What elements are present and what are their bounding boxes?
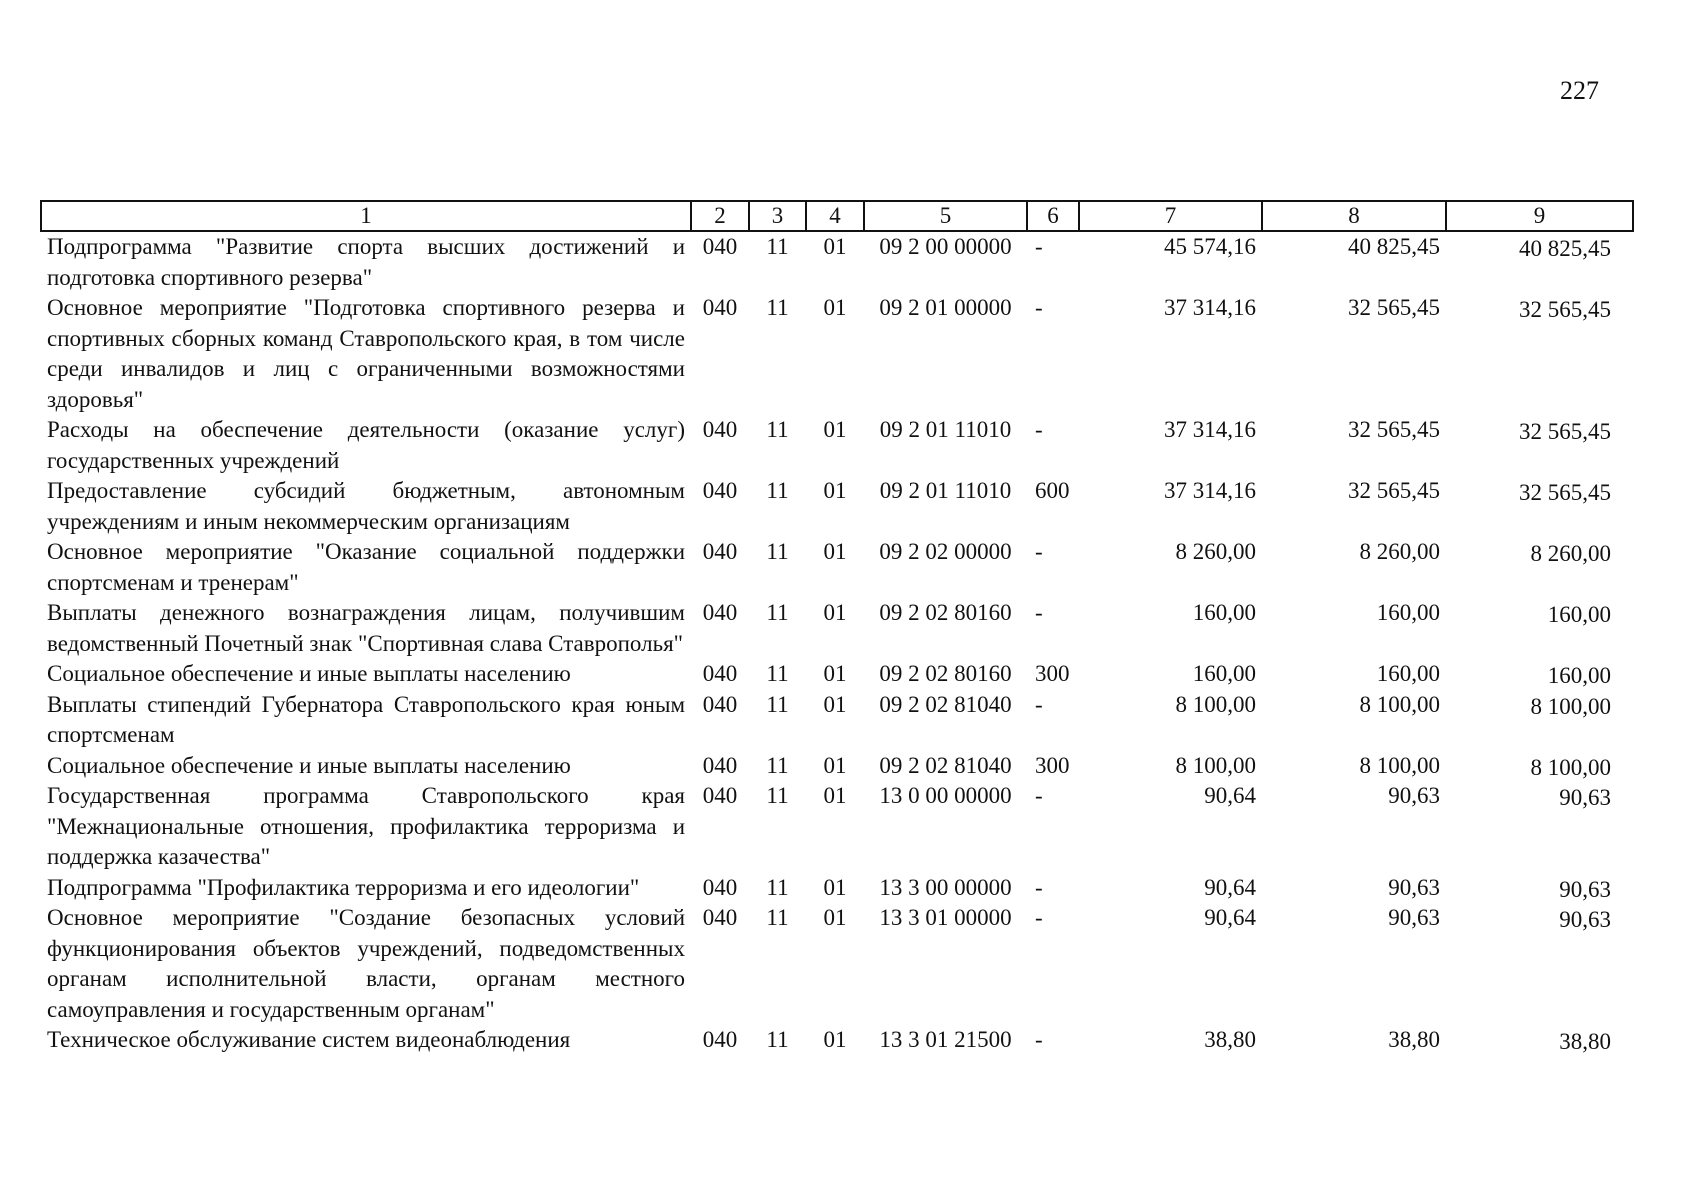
row-col7 — [1079, 1025, 1262, 1056]
table-row — [41, 903, 1633, 1025]
cell-value: 8 100,00 — [1175, 752, 1256, 778]
row-col9 — [1446, 415, 1633, 476]
cell-value: 90,64 — [1204, 783, 1256, 808]
row-col3: 11 — [766, 417, 789, 442]
cell-value: 32 565,45 — [1519, 419, 1611, 444]
table-row — [41, 415, 1633, 476]
row-col6: - — [1035, 783, 1043, 808]
cell-value: 38,80 — [1559, 1029, 1611, 1054]
column-header: 4 — [806, 201, 864, 231]
table-row — [41, 476, 1633, 537]
row-col4: 01 — [823, 783, 847, 808]
cell-value: 32 565,45 — [1348, 478, 1440, 503]
row-col5: 09 2 02 80160 — [879, 600, 1012, 625]
row-col6: 300 — [1035, 752, 1070, 778]
cell-value: 90,63 — [1388, 905, 1440, 930]
row-col5: 09 2 02 81040 — [879, 691, 1012, 717]
table-row — [41, 659, 1633, 690]
table-row — [41, 598, 1633, 659]
row-col3: 11 — [766, 539, 789, 564]
row-col8 — [1262, 598, 1446, 659]
cell-value: 38,80 — [1388, 1027, 1440, 1052]
cell-value: 8 260,00 — [1175, 539, 1256, 564]
row-col2: 040 — [702, 295, 738, 320]
row-col2: 040 — [702, 874, 738, 900]
row-col4: 01 — [823, 478, 847, 503]
cell-value: 8 100,00 — [1175, 691, 1256, 717]
cell-value: 90,63 — [1388, 874, 1440, 900]
row-col6: - — [1035, 691, 1043, 717]
row-name: Подпрограмма "Развитие спорта высших достижений и подготовка спортивного резерва" — [47, 234, 685, 290]
row-col7 — [1079, 873, 1262, 904]
row-col9 — [1446, 781, 1633, 873]
row-col8 — [1262, 781, 1446, 873]
cell-value: 90,63 — [1388, 783, 1440, 808]
row-col4: 01 — [823, 295, 847, 320]
row-col3: 11 — [766, 691, 789, 717]
row-col6: - — [1035, 600, 1043, 625]
row-col7 — [1079, 751, 1262, 782]
row-col2: 040 — [702, 234, 738, 259]
cell-value: 160,00 — [1376, 600, 1440, 625]
cell-value: 32 565,45 — [1519, 480, 1611, 505]
column-header: 3 — [749, 201, 806, 231]
row-col9 — [1446, 476, 1633, 537]
row-col3: 11 — [766, 600, 789, 625]
page-number: 227 — [1560, 76, 1599, 105]
row-col2: 040 — [702, 752, 738, 778]
row-name: Предоставление субсидий бюджетным, автономным учреждениям и иным некоммерческим организациям — [47, 478, 685, 534]
cell-value: 160,00 — [1547, 602, 1611, 627]
row-col6: - — [1035, 295, 1043, 320]
row-name: Основное мероприятие "Создание безопасных условий функционирования объектов учреждений, подведомственных органам исполнительной власти, органам местного самоуправления и государственным органам" — [47, 905, 685, 1022]
row-col5: 09 2 01 11010 — [879, 417, 1012, 442]
row-col4: 01 — [823, 600, 847, 625]
row-name: Социальное обеспечение и иные выплаты населению — [47, 752, 571, 778]
column-header: 7 — [1079, 201, 1262, 231]
row-col8 — [1262, 415, 1446, 476]
row-col6: 600 — [1035, 478, 1070, 503]
row-col8 — [1262, 903, 1446, 1025]
row-col4: 01 — [823, 234, 847, 259]
cell-value: 8 100,00 — [1359, 752, 1440, 778]
cell-value: 37 314,16 — [1164, 417, 1256, 442]
row-col8 — [1262, 231, 1446, 293]
column-header: 1 — [41, 201, 691, 231]
row-name: Государственная программа Ставропольского края "Межнациональные отношения, профилактика терроризма и поддержка казачества" — [47, 783, 685, 869]
cell-value: 8 100,00 — [1359, 691, 1440, 717]
column-header: 5 — [864, 201, 1027, 231]
row-col9 — [1446, 537, 1633, 598]
row-col7 — [1079, 537, 1262, 598]
row-name: Основное мероприятие "Оказание социальной поддержки спортсменам и тренерам" — [47, 539, 685, 595]
row-col6: - — [1035, 234, 1043, 259]
cell-value: 37 314,16 — [1164, 478, 1256, 503]
table-body — [41, 231, 1633, 1056]
row-name: Расходы на обеспечение деятельности (оказание услуг) государственных учреждений — [47, 417, 685, 473]
row-col2: 040 — [702, 905, 738, 930]
cell-value: 38,80 — [1204, 1027, 1256, 1052]
row-col3: 11 — [766, 295, 789, 320]
row-col5: 09 2 02 81040 — [879, 752, 1012, 778]
row-col7 — [1079, 690, 1262, 751]
cell-value: 40 825,45 — [1348, 234, 1440, 259]
row-col9 — [1446, 690, 1633, 751]
row-col2: 040 — [702, 539, 738, 564]
cell-value: 8 260,00 — [1530, 541, 1611, 566]
cell-value: 160,00 — [1192, 600, 1256, 625]
cell-value: 32 565,45 — [1348, 417, 1440, 442]
row-col4: 01 — [823, 661, 847, 686]
cell-value: 40 825,45 — [1519, 236, 1611, 261]
cell-value: 90,64 — [1204, 874, 1256, 900]
row-col3: 11 — [766, 1027, 789, 1052]
table-row — [41, 781, 1633, 873]
cell-value: 8 260,00 — [1359, 539, 1440, 564]
row-col5: 09 2 02 00000 — [879, 539, 1012, 564]
row-col3: 11 — [766, 478, 789, 503]
cell-value: 32 565,45 — [1519, 297, 1611, 322]
cell-value: 160,00 — [1547, 663, 1611, 688]
row-col4: 01 — [823, 905, 847, 930]
row-col9 — [1446, 659, 1633, 690]
row-col7 — [1079, 903, 1262, 1025]
cell-value: 32 565,45 — [1348, 295, 1440, 320]
table-row — [41, 537, 1633, 598]
row-col6: 300 — [1035, 661, 1070, 686]
row-col2: 040 — [702, 600, 738, 625]
row-col2: 040 — [702, 783, 738, 808]
row-col5: 13 3 01 00000 — [879, 905, 1012, 930]
table-row — [41, 293, 1633, 415]
cell-value: 90,63 — [1559, 785, 1611, 810]
row-col5: 13 3 01 21500 — [879, 1027, 1012, 1052]
row-col9 — [1446, 231, 1633, 293]
cell-value: 160,00 — [1376, 661, 1440, 686]
row-name: Выплаты стипендий Губернатора Ставропольского края юным спортсменам — [47, 691, 685, 747]
row-col7 — [1079, 598, 1262, 659]
row-col6: - — [1035, 874, 1043, 900]
row-col3: 11 — [766, 874, 789, 900]
column-header: 8 — [1262, 201, 1446, 231]
cell-value: 45 574,16 — [1164, 234, 1256, 259]
row-col5: 09 2 01 00000 — [879, 295, 1012, 320]
row-col7 — [1079, 781, 1262, 873]
table-row — [41, 873, 1633, 904]
row-col8 — [1262, 537, 1446, 598]
row-col8 — [1262, 293, 1446, 415]
row-col5: 09 2 02 80160 — [879, 661, 1012, 686]
row-col8 — [1262, 1025, 1446, 1056]
row-col6: - — [1035, 417, 1043, 442]
row-col2: 040 — [702, 691, 738, 717]
row-col5: 13 3 00 00000 — [879, 874, 1012, 900]
row-col6: - — [1035, 1027, 1043, 1052]
row-col7 — [1079, 476, 1262, 537]
cell-value: 37 314,16 — [1164, 295, 1256, 320]
row-col6: - — [1035, 539, 1043, 564]
row-col7 — [1079, 231, 1262, 293]
row-col4: 01 — [823, 691, 847, 717]
row-col4: 01 — [823, 417, 847, 442]
row-col2: 040 — [702, 478, 738, 503]
row-col4: 01 — [823, 1027, 847, 1052]
row-col8 — [1262, 690, 1446, 751]
header-row — [41, 201, 1633, 231]
row-name: Выплаты денежного вознаграждения лицам, получившим ведомственный Почетный знак "Спортивная слава Ставрополья" — [47, 600, 685, 656]
row-col9 — [1446, 598, 1633, 659]
cell-value: 8 100,00 — [1530, 754, 1611, 780]
row-col8 — [1262, 659, 1446, 690]
row-col6: - — [1035, 905, 1043, 930]
table-row — [41, 690, 1633, 751]
row-col8 — [1262, 476, 1446, 537]
row-col5: 09 2 00 00000 — [879, 234, 1012, 259]
row-col3: 11 — [766, 234, 789, 259]
column-header: 2 — [691, 201, 749, 231]
row-col4: 01 — [823, 874, 847, 900]
cell-value: 90,64 — [1204, 905, 1256, 930]
row-col4: 01 — [823, 539, 847, 564]
table-row — [41, 231, 1633, 293]
row-col9 — [1446, 293, 1633, 415]
row-name: Подпрограмма "Профилактика терроризма и его идеологии" — [47, 874, 640, 900]
row-col2: 040 — [702, 661, 738, 686]
row-col9 — [1446, 1025, 1633, 1056]
column-header: 9 — [1446, 201, 1633, 231]
row-col3: 11 — [766, 661, 789, 686]
row-col3: 11 — [766, 752, 789, 778]
row-col8 — [1262, 751, 1446, 782]
table-row — [41, 751, 1633, 782]
row-col2: 040 — [702, 1027, 738, 1052]
cell-value: 90,63 — [1559, 907, 1611, 932]
row-col2: 040 — [702, 417, 738, 442]
cell-value: 160,00 — [1192, 661, 1256, 686]
row-name: Основное мероприятие "Подготовка спортивного резерва и спортивных сборных команд Ставропольского края, в том числе среди инвалидов и лиц с ограниченными возможностями здоровья" — [47, 295, 685, 412]
row-col7 — [1079, 293, 1262, 415]
row-col7 — [1079, 659, 1262, 690]
row-col3: 11 — [766, 905, 789, 930]
row-col3: 11 — [766, 783, 789, 808]
row-col9 — [1446, 903, 1633, 1025]
table-header — [41, 201, 1633, 231]
row-col8 — [1262, 873, 1446, 904]
row-col9 — [1446, 751, 1633, 782]
column-header: 6 — [1027, 201, 1079, 231]
cell-value: 90,63 — [1559, 876, 1611, 902]
row-name: Техническое обслуживание систем видеонаблюдения — [47, 1027, 571, 1052]
row-col9 — [1446, 873, 1633, 904]
row-name: Социальное обеспечение и иные выплаты населению — [47, 661, 571, 686]
row-col5: 13 0 00 00000 — [879, 783, 1012, 808]
row-col4: 01 — [823, 752, 847, 778]
row-col5: 09 2 01 11010 — [879, 478, 1012, 503]
table-row — [41, 1025, 1633, 1056]
row-col7 — [1079, 415, 1262, 476]
budget-table — [40, 200, 1634, 1056]
cell-value: 8 100,00 — [1530, 693, 1611, 719]
